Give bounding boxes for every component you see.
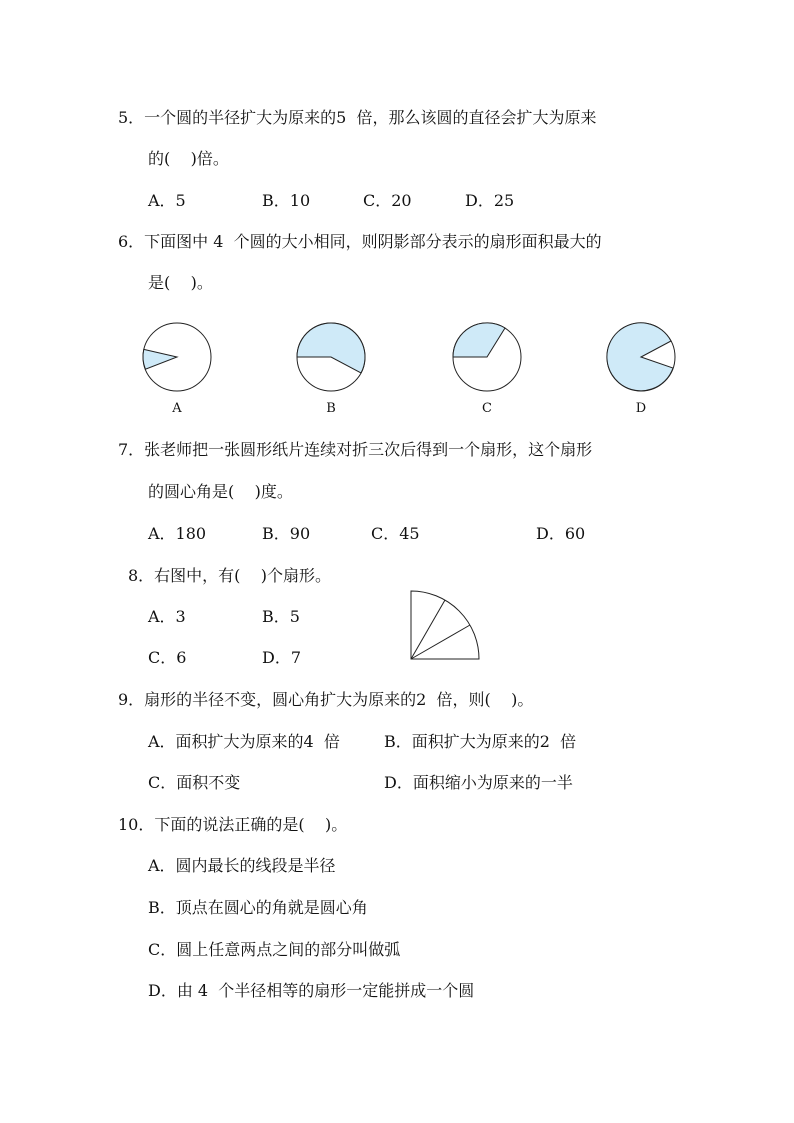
q6-circle-a [143, 323, 211, 391]
q6-circle-c [453, 323, 521, 391]
q10-option-a: A．圆内最长的线段是半径 [148, 856, 336, 875]
q5-option-c: C．20 [363, 191, 412, 210]
q6-circle-d [607, 323, 675, 391]
q8-option-a: A．3 [148, 607, 186, 626]
q5-option-a: A．5 [148, 191, 186, 210]
q9-option-c: C．面积不变 [148, 773, 241, 792]
q7-option-d: D．60 [536, 524, 586, 543]
q7-option-a: A．180 [148, 524, 207, 543]
q10-stem: 10．下面的说法正确的是( )。 [118, 815, 348, 834]
q6-label-b: B [326, 401, 336, 416]
q8-stem: 8．右图中，有( )个扇形。 [128, 566, 332, 585]
q8-sector-figure [411, 591, 479, 659]
q10-option-b: B．顶点在圆心的角就是圆心角 [148, 898, 368, 917]
q8-option-b: B．5 [262, 607, 300, 626]
q10-option-c: C．圆上任意两点之间的部分叫做弧 [148, 940, 401, 959]
q10-option-d: D．由 4 个半径相等的扇形一定能拼成一个圆 [148, 981, 475, 1000]
q6-stem-line1: 6．下面图中 4 个圆的大小相同，则阴影部分表示的扇形面积最大的 [118, 232, 602, 251]
q5-option-d: D．25 [465, 191, 515, 210]
q5-option-b: B．10 [262, 191, 311, 210]
q6-circle-b [297, 323, 365, 391]
q8-option-c: C．6 [148, 648, 187, 667]
q5-stem-line1: 5．一个圆的半径扩大为原来的5 倍，那么该圆的直径会扩大为原来 [118, 108, 597, 127]
q7-option-b: B．90 [262, 524, 311, 543]
q6-label-a: A [172, 401, 182, 416]
q9-option-b: B．面积扩大为原来的2 倍 [384, 732, 577, 751]
q9-stem: 9．扇形的半径不变，圆心角扩大为原来的2 倍，则( )。 [118, 690, 534, 709]
q8-option-d: D．7 [262, 648, 302, 667]
q7-stem-line1: 7．张老师把一张圆形纸片连续对折三次后得到一个扇形，这个扇形 [118, 440, 593, 459]
q9-option-d: D．面积缩小为原来的一半 [384, 773, 573, 792]
q6-label-c: C [482, 401, 492, 416]
q7-option-c: C．45 [371, 524, 420, 543]
q5-stem-line2: 的( )倍。 [148, 149, 229, 168]
q6-label-d: D [635, 401, 647, 416]
q7-stem-line2: 的圆心角是( )度。 [148, 482, 293, 501]
q9-option-a: A．面积扩大为原来的4 倍 [148, 732, 340, 751]
q6-stem-line2: 是( )。 [148, 273, 213, 292]
